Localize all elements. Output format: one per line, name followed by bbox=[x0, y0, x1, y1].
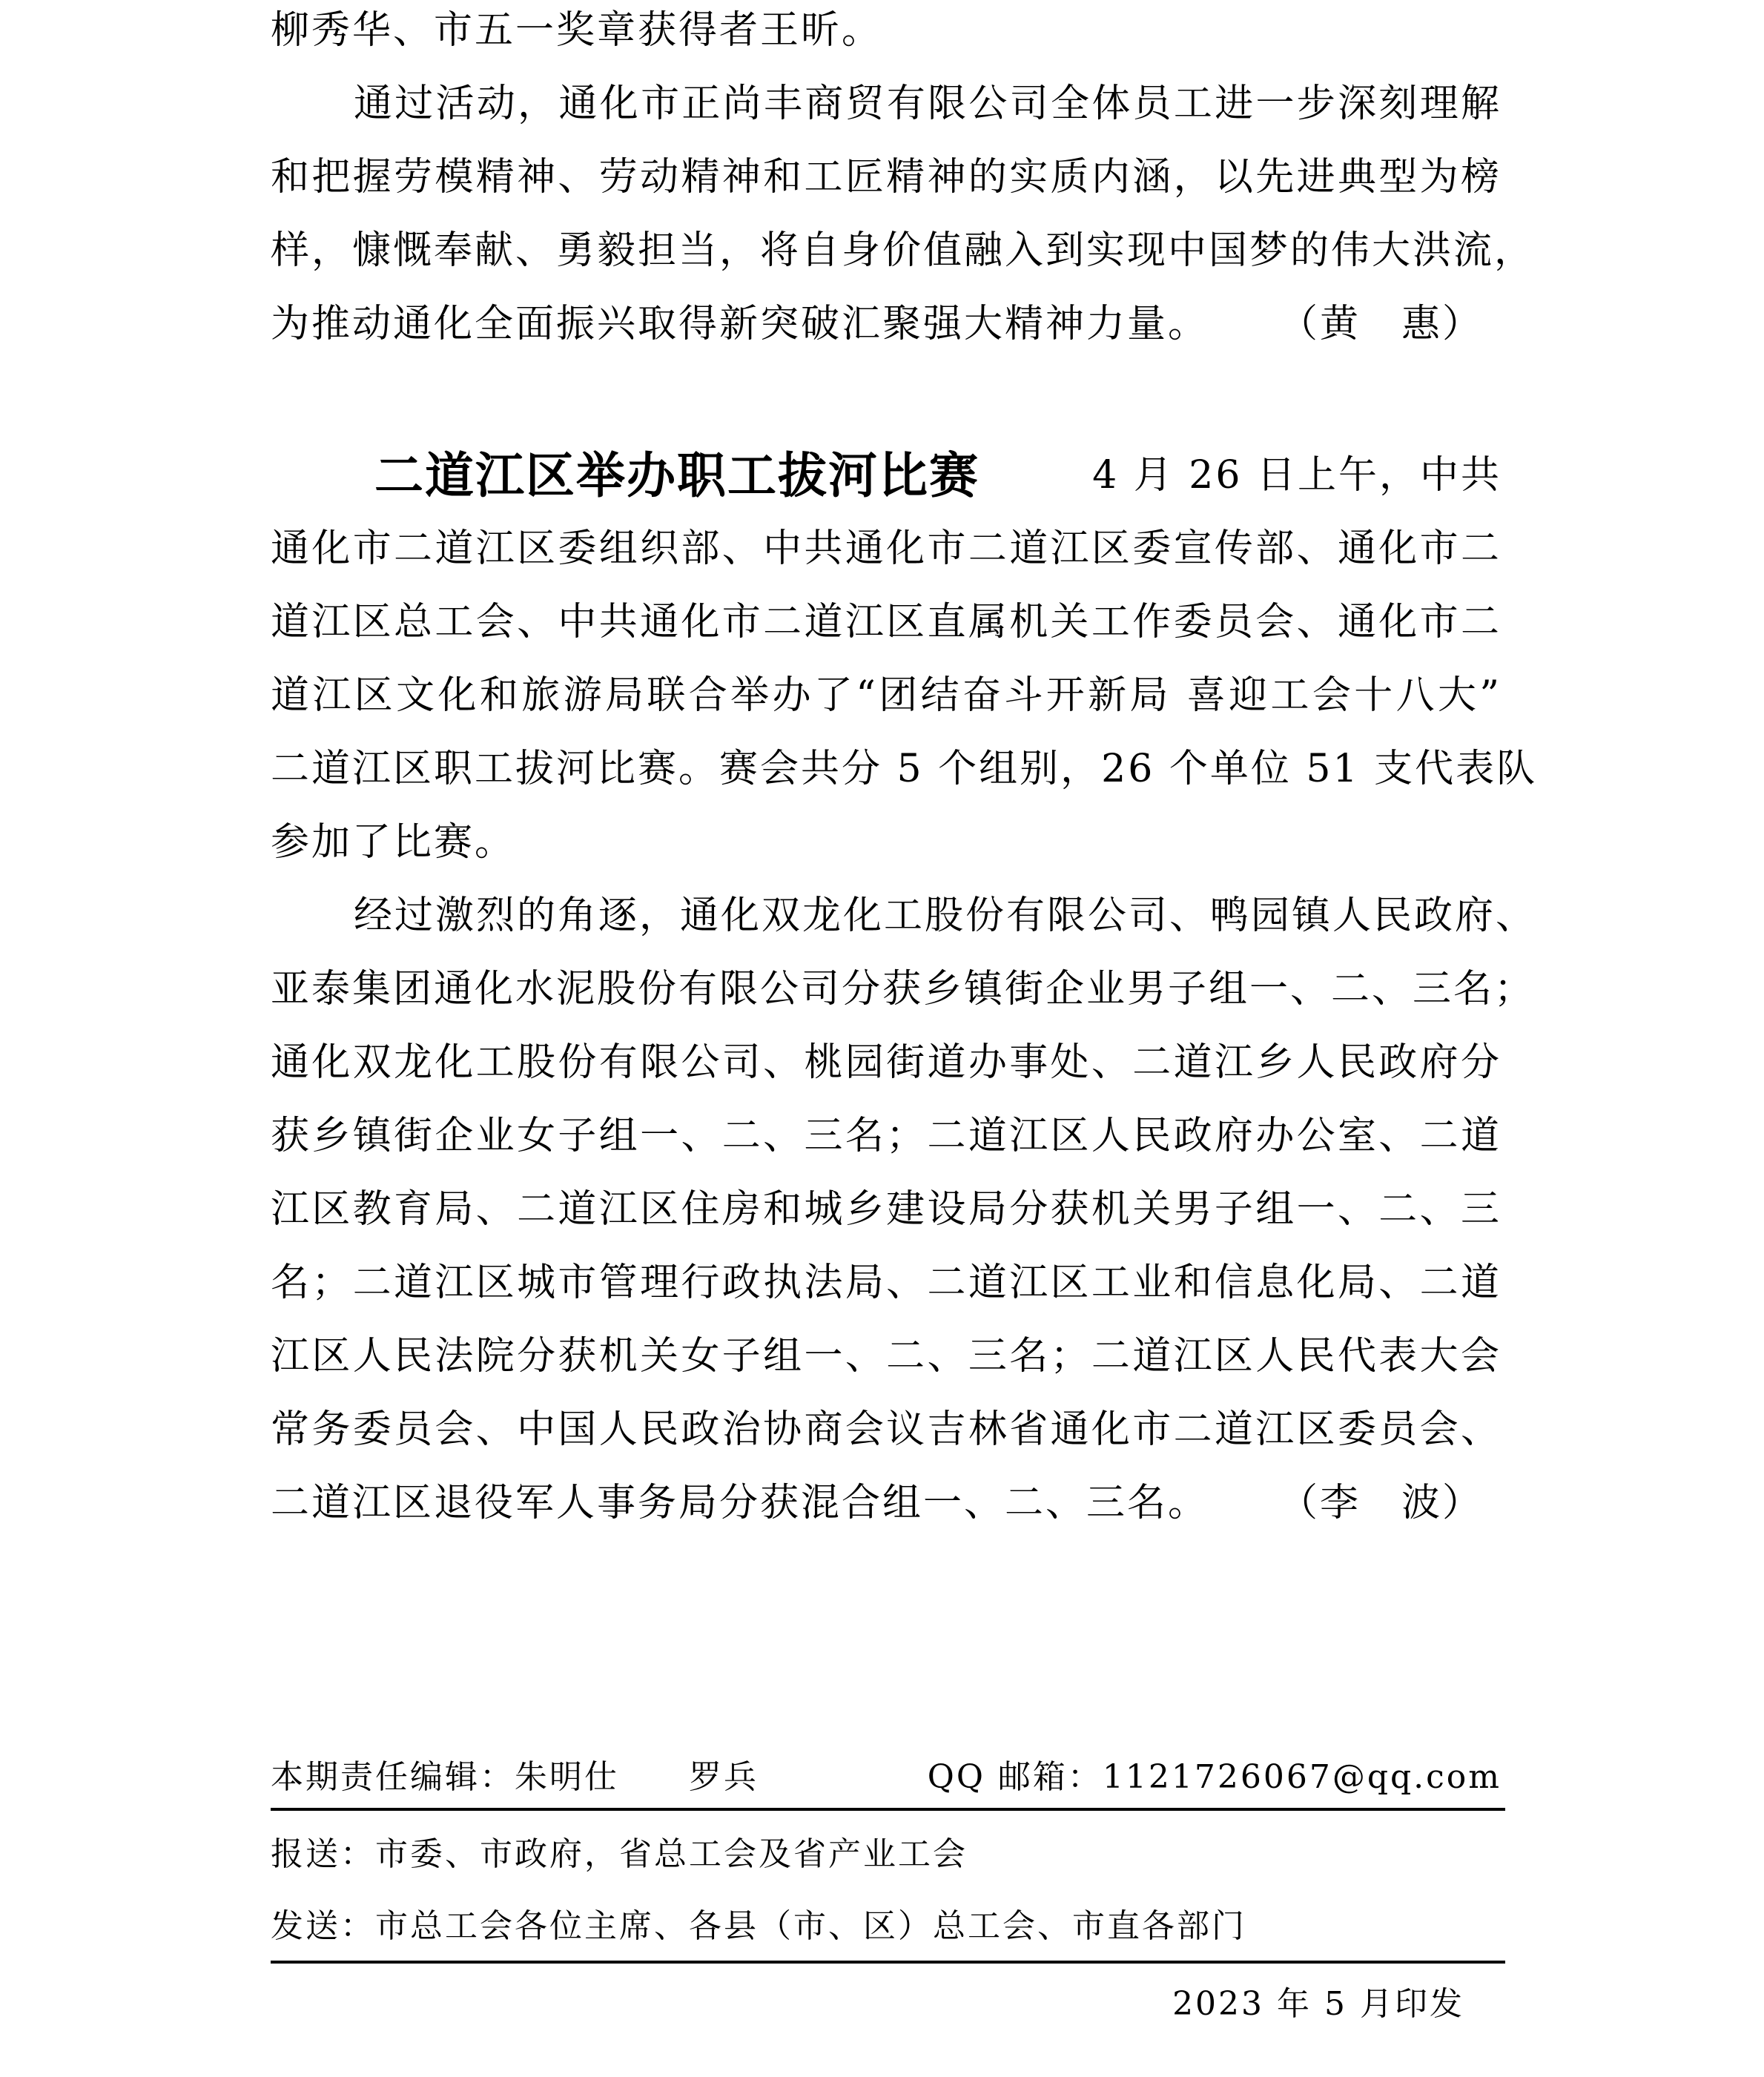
article-headline: 二道江区举办职工拔河比赛 bbox=[374, 447, 980, 504]
article-paragraph bbox=[271, 67, 1536, 361]
text-line: 参加了比赛。 bbox=[271, 820, 516, 865]
footer-editor-row bbox=[271, 1751, 1502, 1803]
text-line: 通过活动，通化市正尚丰商贸有限公司全体员工进一步深刻理解 bbox=[354, 82, 1502, 126]
report-to-line bbox=[271, 1829, 1502, 1880]
article-tug-of-war bbox=[271, 439, 1538, 1540]
text-line: 常务委员会、中国人民政治协商会议吉林省通化市二道江区委员会、 bbox=[271, 1407, 1502, 1452]
article-paragraph bbox=[271, 879, 1537, 1540]
print-date: 2023 年 5 月印发 bbox=[1172, 1985, 1464, 2023]
text-line: 通化双龙化工股份有限公司、桃园街道办事处、二道江乡人民政府分 bbox=[271, 1040, 1502, 1085]
text-line: 江区教育局、二道江区住房和城乡建设局分获机关男子组一、二、三 bbox=[271, 1187, 1502, 1232]
text-line: 名；二道江区城市管理行政执法局、二道江区工业和信息化局、二道 bbox=[271, 1261, 1502, 1305]
text-line: 经过激烈的角逐，通化双龙化工股份有限公司、鸭园镇人民政府、 bbox=[354, 894, 1537, 938]
article-lead-line bbox=[271, 0, 1502, 67]
text-line: 通化市二道江区委组织部、中共通化市二道江区委宣传部、通化市二 bbox=[271, 526, 1502, 571]
send-to-text: 发送：市总工会各位主席、各县（市、区）总工会、市直各部门 bbox=[271, 1907, 1246, 1945]
author-byline: （李 波） bbox=[1278, 1481, 1483, 1525]
headline-lead-text: 4 月 26 日上午，中共 bbox=[1092, 453, 1502, 498]
text-line: 亚泰集团通化水泥股份有限公司分获乡镇街企业男子组一、二、三名； bbox=[271, 967, 1536, 1011]
text-line: 获乡镇街企业女子组一、二、三名；二道江区人民政府办公室、二道 bbox=[271, 1114, 1502, 1158]
contact-email: QQ 邮箱：1121726067@qq.com bbox=[927, 1758, 1502, 1796]
headline-row bbox=[271, 439, 1502, 512]
text-line: 二道江区职工拔河比赛。赛会共分 5 个组别，26 个单位 51 支代表队 bbox=[271, 747, 1538, 791]
text-line: 样，慷慨奉献、勇毅担当，将自身价值融入到实现中国梦的伟大洪流， bbox=[271, 228, 1536, 273]
text-line: 为推动通化全面振兴取得新突破汇聚强大精神力量。 bbox=[271, 302, 1209, 346]
text-line: 道江区文化和旅游局联合举办了“团结奋斗开新局 喜迎工会十八大” bbox=[271, 673, 1502, 718]
report-to-text: 报送：市委、市政府，省总工会及省产业工会 bbox=[271, 1835, 968, 1873]
footer-divider bbox=[271, 1808, 1505, 1811]
article-continuation bbox=[271, 0, 1536, 361]
text-line-with-author bbox=[271, 288, 1502, 361]
author-byline: （黄 惠） bbox=[1278, 302, 1483, 346]
text-line: 二道江区退役军人事务局分获混合组一、二、三名。 bbox=[271, 1481, 1209, 1525]
editor-credit: 本期责任编辑：朱明仕 罗兵 bbox=[271, 1758, 759, 1796]
text-line: 柳秀华、市五一奖章获得者王昕。 bbox=[271, 8, 883, 53]
print-date-line bbox=[271, 1978, 1464, 2030]
footer-divider bbox=[271, 1961, 1505, 1964]
text-line: 道江区总工会、中共通化市二道江区直属机关工作委员会、通化市二 bbox=[271, 600, 1502, 644]
text-line: 和把握劳模精神、劳动精神和工匠精神的实质内涵，以先进典型为榜 bbox=[271, 155, 1502, 199]
text-line: 江区人民法院分获机关女子组一、二、三名；二道江区人民代表大会 bbox=[271, 1334, 1502, 1378]
send-to-line bbox=[271, 1901, 1502, 1952]
text-line-with-author bbox=[271, 1467, 1502, 1540]
article-paragraph bbox=[271, 512, 1538, 879]
